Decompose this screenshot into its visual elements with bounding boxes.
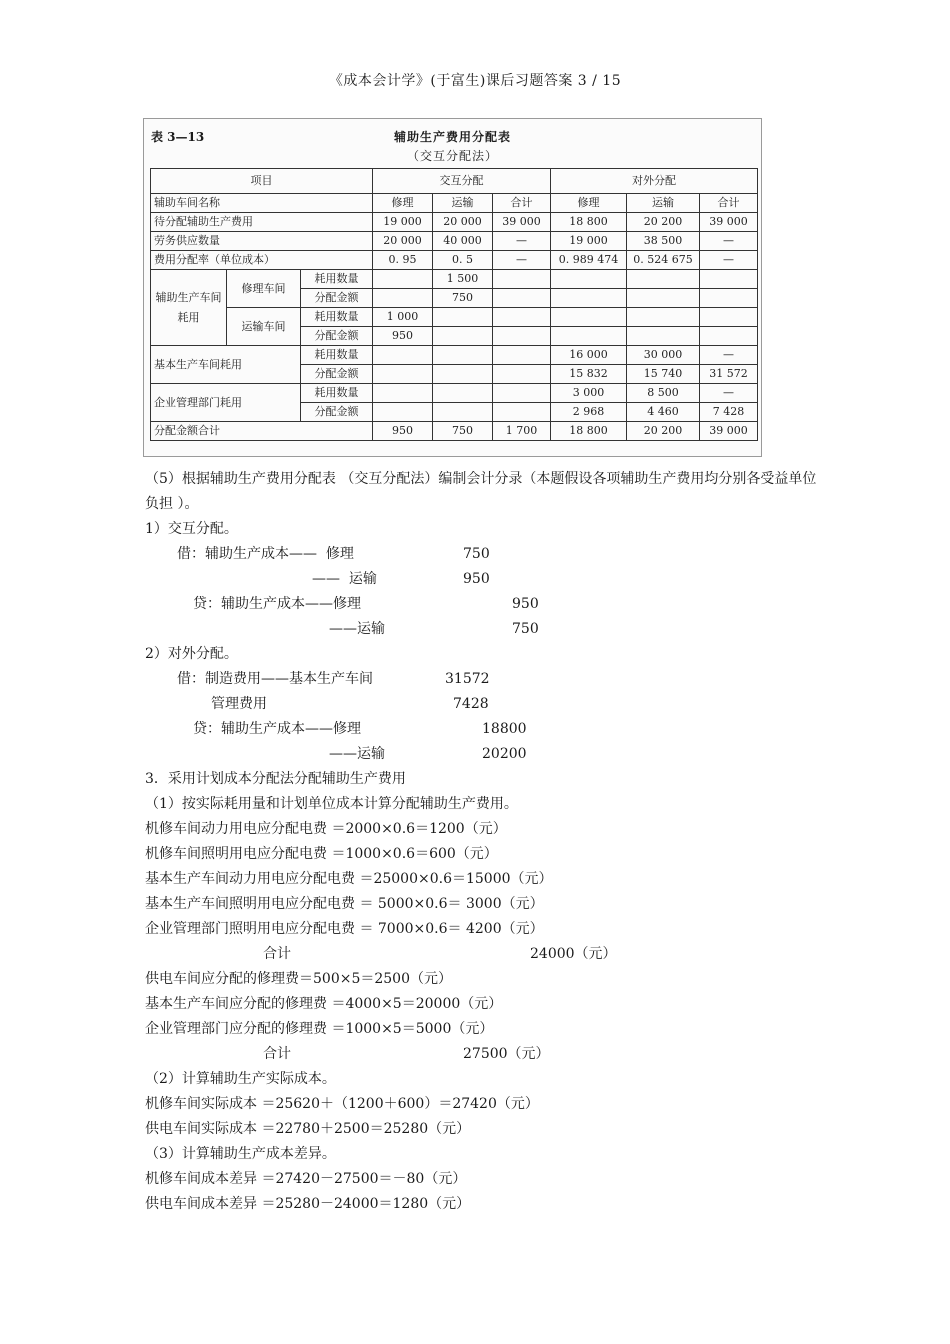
sum-label: 合计	[263, 1046, 291, 1062]
allocation-table	[150, 168, 758, 441]
cell: 38 500	[627, 232, 700, 251]
entry-amount: 31572	[445, 671, 490, 687]
cell	[700, 289, 758, 308]
cell	[627, 308, 700, 327]
journal-entry-line	[145, 592, 825, 617]
cell: 0. 524 675	[627, 251, 700, 270]
journal-entry-line	[145, 567, 825, 592]
cell: —	[700, 251, 758, 270]
entry-amount: 20200	[482, 746, 527, 762]
cell	[433, 403, 493, 422]
cell: 39 000	[700, 422, 758, 441]
transport-workshop-label: 运输车间	[227, 308, 301, 346]
cell: 1 700	[493, 422, 551, 441]
table-total-row	[151, 422, 758, 441]
cell: 40 000	[433, 232, 493, 251]
alloc-amt-label: 分配金额	[301, 289, 373, 308]
table-subheader-row	[151, 194, 758, 213]
header-item: 项目	[151, 169, 373, 194]
cell	[627, 289, 700, 308]
cell	[627, 270, 700, 289]
cell: 20 200	[627, 422, 700, 441]
calc-line: 机修车间动力用电应分配电费 ＝2000×0.6＝1200（元）	[145, 821, 507, 837]
alloc-amt-label: 分配金额	[301, 327, 373, 346]
table-row	[151, 232, 758, 251]
row-label: 劳务供应数量	[151, 232, 373, 251]
calc-line: 供电车间成本差异 ＝25280－24000＝1280（元）	[145, 1196, 471, 1212]
cell	[373, 270, 433, 289]
cell	[493, 327, 551, 346]
calc-line: 企业管理部门应分配的修理费 ＝1000×5＝5000（元）	[145, 1021, 494, 1037]
calc-line: 企业管理部门照明用电应分配电费 ＝ 7000×0.6＝ 4200（元）	[145, 921, 544, 937]
col-header: 修理	[373, 194, 433, 213]
section-heading: （2）计算辅助生产实际成本。	[145, 1071, 336, 1087]
calc-line: 供电车间实际成本 ＝22780＋2500＝25280（元）	[145, 1121, 471, 1137]
cell	[700, 270, 758, 289]
entry-amount: 950	[463, 571, 490, 587]
sum-line	[145, 942, 825, 967]
table-row	[151, 346, 758, 365]
sum-value: 24000（元）	[530, 946, 617, 962]
cell	[700, 327, 758, 346]
header-workshop: 辅助车间名称	[151, 194, 373, 213]
cell	[493, 270, 551, 289]
calc-line: 供电车间应分配的修理费＝500×5＝2500（元）	[145, 971, 452, 987]
cell	[493, 384, 551, 403]
cell: 7 428	[700, 403, 758, 422]
table-row	[151, 251, 758, 270]
entry-account: ——运输	[329, 746, 385, 762]
section-heading: 2）对外分配。	[145, 646, 238, 662]
entry-account: —— 运输	[312, 571, 377, 587]
cell	[493, 365, 551, 384]
entry-amount: 950	[512, 596, 539, 612]
cell	[551, 270, 627, 289]
allocation-table-figure	[143, 118, 762, 457]
cell: 15 832	[551, 365, 627, 384]
paragraph: （5）根据辅助生产费用分配表 （交互分配法）编制会计分录（本题假设各项辅助生产费用均分别各受益单位负担 ）。	[145, 471, 817, 512]
cell: —	[493, 232, 551, 251]
cell	[493, 346, 551, 365]
answer-body	[145, 467, 825, 1217]
journal-entry-line	[145, 667, 825, 692]
cell: 2 968	[551, 403, 627, 422]
table-row	[151, 213, 758, 232]
cell: —	[493, 251, 551, 270]
cell: 19 000	[373, 213, 433, 232]
table-title: 辅助生产费用分配表	[393, 130, 511, 144]
cell	[373, 289, 433, 308]
cell: 750	[433, 289, 493, 308]
cell: 20 000	[433, 213, 493, 232]
cell	[493, 403, 551, 422]
cell	[373, 346, 433, 365]
calc-line: 基本生产车间应分配的修理费 ＝4000×5＝20000（元）	[145, 996, 503, 1012]
col-header: 合计	[700, 194, 758, 213]
cell: 4 460	[627, 403, 700, 422]
journal-entry-line	[145, 717, 825, 742]
row-label: 待分配辅助生产费用	[151, 213, 373, 232]
cell	[433, 384, 493, 403]
cell: 20 000	[373, 232, 433, 251]
cell: 15 740	[627, 365, 700, 384]
basic-label: 基本生产车间耗用	[151, 346, 301, 384]
entry-amount: 7428	[453, 696, 489, 712]
section-heading: 3．采用计划成本分配法分配辅助生产费用	[145, 771, 406, 787]
cell: 30 000	[627, 346, 700, 365]
table-number: 表 3—13	[151, 130, 205, 144]
journal-entry-line	[145, 692, 825, 717]
cell: 20 200	[627, 213, 700, 232]
cell	[433, 365, 493, 384]
calc-line: 基本生产车间动力用电应分配电费 ＝25000×0.6＝15000（元）	[145, 871, 553, 887]
sum-label: 合计	[263, 946, 291, 962]
journal-entry-line	[145, 617, 825, 642]
use-qty-label: 耗用数量	[301, 308, 373, 327]
cell: 1 000	[373, 308, 433, 327]
cell: 950	[373, 327, 433, 346]
page-header: 《成本会计学》(于富生)课后习题答案 3 / 15	[328, 73, 622, 89]
cell	[551, 308, 627, 327]
cell: 31 572	[700, 365, 758, 384]
cell: 18 800	[551, 422, 627, 441]
cell	[493, 289, 551, 308]
cell: 39 000	[493, 213, 551, 232]
entry-amount: 750	[512, 621, 539, 637]
use-qty-label: 耗用数量	[301, 384, 373, 403]
use-qty-label: 耗用数量	[301, 270, 373, 289]
cell	[373, 365, 433, 384]
cell: —	[700, 384, 758, 403]
cell: 0. 989 474	[551, 251, 627, 270]
use-qty-label: 耗用数量	[301, 346, 373, 365]
entry-account: 管理费用	[211, 696, 267, 712]
header-mutual: 交互分配	[373, 169, 551, 194]
entry-amount: 18800	[482, 721, 527, 737]
calc-line: 基本生产车间照明用电应分配电费 ＝ 5000×0.6＝ 3000（元）	[145, 896, 544, 912]
calc-line: 机修车间照明用电应分配电费 ＝1000×0.6＝600（元）	[145, 846, 498, 862]
table-row	[151, 270, 758, 289]
cell: 18 800	[551, 213, 627, 232]
entry-account: 贷：辅助生产成本——修理	[193, 721, 361, 737]
cell	[700, 308, 758, 327]
section-heading: 1）交互分配。	[145, 521, 238, 537]
cell	[373, 384, 433, 403]
repair-workshop-label: 修理车间	[227, 270, 301, 308]
aux-group-label: 辅助生产车间耗用	[151, 270, 227, 346]
sum-line	[145, 1042, 825, 1067]
header-external: 对外分配	[551, 169, 758, 194]
cell: —	[700, 346, 758, 365]
cell	[373, 403, 433, 422]
cell: 0. 95	[373, 251, 433, 270]
col-header: 运输	[627, 194, 700, 213]
cell: 16 000	[551, 346, 627, 365]
table-header-row	[151, 169, 758, 194]
sum-value: 27500（元）	[463, 1046, 550, 1062]
cell	[551, 289, 627, 308]
cell: 0. 5	[433, 251, 493, 270]
alloc-amt-label: 分配金额	[301, 403, 373, 422]
admin-label: 企业管理部门耗用	[151, 384, 301, 422]
cell	[433, 346, 493, 365]
row-label: 分配金额合计	[151, 422, 373, 441]
cell: 8 500	[627, 384, 700, 403]
row-label: 费用分配率（单位成本）	[151, 251, 373, 270]
journal-entry-line	[145, 742, 825, 767]
cell: 750	[433, 422, 493, 441]
cell	[493, 308, 551, 327]
col-header: 合计	[493, 194, 551, 213]
cell	[433, 327, 493, 346]
alloc-amt-label: 分配金额	[301, 365, 373, 384]
col-header: 修理	[551, 194, 627, 213]
table-row	[151, 384, 758, 403]
entry-account: 借：辅助生产成本—— 修理	[177, 546, 354, 562]
cell	[551, 327, 627, 346]
journal-entry-line	[145, 542, 825, 567]
calc-line: 机修车间成本差异 ＝27420－27500＝－80（元）	[145, 1171, 467, 1187]
col-header: 运输	[433, 194, 493, 213]
entry-account: 借：制造费用——基本生产车间	[177, 671, 373, 687]
cell: 39 000	[700, 213, 758, 232]
section-heading: （1）按实际耗用量和计划单位成本计算分配辅助生产费用。	[145, 796, 518, 812]
cell: 1 500	[433, 270, 493, 289]
calc-line: 机修车间实际成本 ＝25620＋（1200＋600）＝27420（元）	[145, 1096, 539, 1112]
cell: 950	[373, 422, 433, 441]
table-subtitle: （交互分配法）	[406, 149, 498, 163]
cell	[433, 308, 493, 327]
entry-account: 贷：辅助生产成本——修理	[193, 596, 361, 612]
section-heading: （3）计算辅助生产成本差异。	[145, 1146, 336, 1162]
cell: —	[700, 232, 758, 251]
cell	[627, 327, 700, 346]
entry-amount: 750	[463, 546, 490, 562]
cell: 3 000	[551, 384, 627, 403]
entry-account: ——运输	[329, 621, 385, 637]
cell: 19 000	[551, 232, 627, 251]
table-row	[151, 308, 758, 327]
